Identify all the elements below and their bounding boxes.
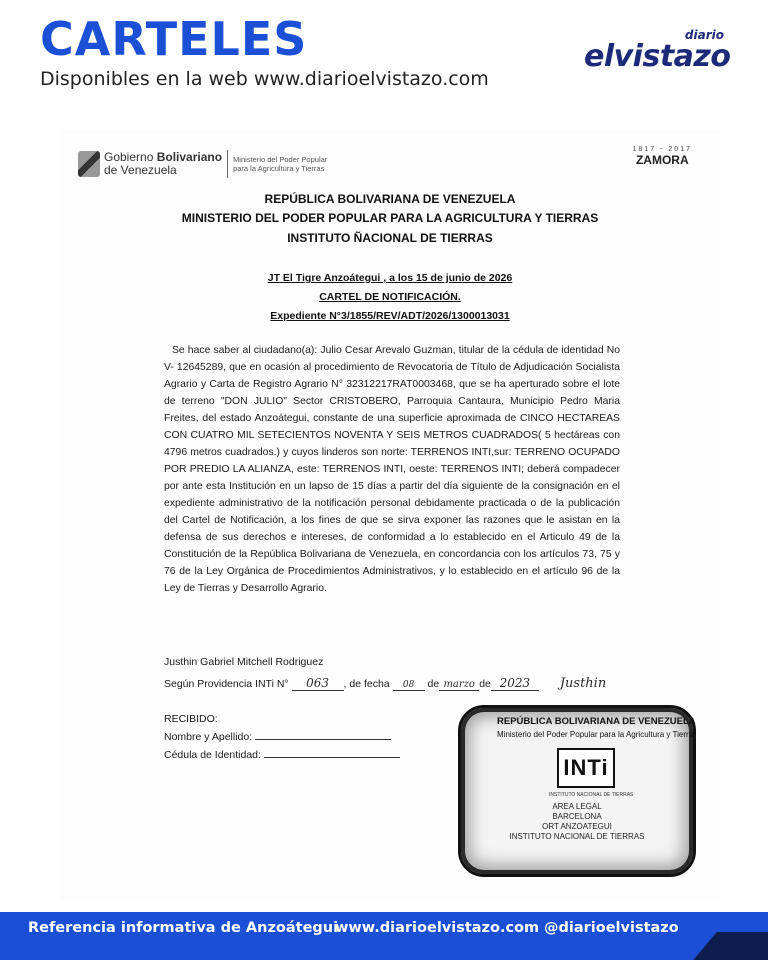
signature: Justhin (559, 676, 607, 691)
de-label: de (427, 678, 440, 690)
recibido-label: RECIBIDO: (164, 713, 218, 725)
inti-logo: INTi (557, 748, 615, 788)
gov-line1: Gobierno (104, 150, 157, 164)
flag-icon (78, 151, 100, 177)
stamp-ort: ORT ANZOATEGUI (542, 822, 612, 831)
stamp-details (461, 802, 693, 842)
footer-reference: Referencia informativa de Anzoátegui (28, 920, 339, 936)
fecha-year: 2023 (491, 676, 539, 691)
nombre-blank (255, 739, 391, 740)
gobierno-logo-text (104, 151, 222, 177)
nombre-line (164, 731, 391, 743)
nombre-label: Nombre y Apellido: (164, 731, 253, 743)
expediente-number: Expediente N°3/1855/REV/ADT/2026/1300013031 (270, 310, 510, 322)
stamp-institute: INSTITUTO NACIONAL DE TIERRAS (509, 832, 645, 841)
signer-name: Justhin Gabriel Mitchell Rodriguez (164, 656, 324, 668)
stamp-area: AREA LEGAL (552, 802, 602, 811)
footer-social-handle[interactable]: @diarioelvistazo (544, 920, 679, 936)
cedula-label: Cédula de Identidad: (164, 749, 261, 761)
zamora-name: ZAMORA (635, 153, 689, 167)
stamp-city: BARCELONA (552, 812, 602, 821)
fecha-month: marzo (439, 679, 479, 691)
logo-small-text: diario (684, 28, 724, 42)
ministry-logo-text (233, 155, 327, 173)
zamora-logo (633, 146, 692, 167)
gobierno-logo (78, 150, 327, 178)
zamora-years: 1817 - 2017 (632, 146, 692, 153)
cedula-blank (264, 757, 400, 758)
heading-ministerio: MINISTERIO DEL PODER POPULAR PARA LA AGRICULTURA Y TIERRAS (181, 211, 599, 225)
de2-label: de (479, 678, 491, 690)
notification-document (60, 130, 720, 900)
stamp-logo-caption: INSTITUTO NACIONAL DE TIERRAS (549, 792, 634, 798)
fecha-label: , de fecha (343, 678, 390, 690)
providencia-label: Según Providencia INTi N° (164, 678, 289, 690)
gov-line1-bold: Bolivariano (156, 150, 223, 164)
stamp-republica: REPÚBLICA BOLIVARIANA DE VENEZUELA (497, 716, 696, 727)
heading-republica: REPÚBLICA BOLIVARIANA DE VENEZUELA (264, 192, 516, 206)
official-stamp (458, 705, 696, 877)
gov-line2: de Venezuela (104, 163, 177, 177)
ministry-small-2: para la Agricultura y Tierras (233, 164, 325, 173)
providencia-number: 063 (292, 676, 344, 691)
stamp-ministerio: Ministerio del Poder Popular para la Agricultura y Tierra (497, 730, 694, 739)
cedula-line (164, 749, 400, 761)
page-subtitle: Disponibles en la web www.diarioelvistazo.com (40, 68, 489, 90)
page-title: CARTELES (40, 12, 308, 66)
elvistazo-logo (584, 28, 731, 74)
heading-instituto: INSTITUTO ÑACIONAL DE TIERRAS (287, 231, 493, 245)
notification-body: Se hace saber al ciudadano(a): Julio Cesar Arevalo Guzman, titular de la cédula de identidad No V- 12645289, que en ocasión al procedimiento de Revocatoria de Título de Adjudicación Socialista Agrario y Carta de Registro Agrario N° 32312217RAT0003468, que se ha aperturado sobre el lote de terreno "DON JULIO" Sector CRISTOBERO, Parroquia Cantaura, Municipio Pedro Maria Freites, del estado Anzoátegui, constante de una superficie aproximada de CINCO HECTAREAS CON CUATRO MIL SETECIENTOS NOVENTA Y SEIS METROS CUADRADOS( 5 hectáreas con 4796 metros cuadrados.) y cuyos linderos son norte: TERRENOS INTI,sur: TERRENO OCUPADO POR PREDIO LA ALIANZA, este: TERRENOS INTI, oeste: TERRENOS INTI; deberá compadecer por ante esta Institución en un lapso de 15 días a partir del día siguiente de la consignación en el expediente administrativo de la notificación personal debidamente practicada o de la publicación del Cartel de Notificación, a los fines de que se sirva exponer las razones que le asistan en la defensa de sus derechos e intereses, de conformidad a lo establecido en el Articulo 49 de la Constitución de la República Bolivariana de Venezuela, en concordancia con los artículos 73, 75 y 76 de la Ley Orgánica de Procedimientos Administrativos, y lo establecido en el artículo 96 de la Ley de Tierras y Desarrollo Agrario. (164, 345, 620, 594)
footer-website-link[interactable]: www.diarioelvistazo.com (335, 920, 540, 936)
place-date: JT El Tigre Anzoátegui , a los 15 de junio de 2026 (267, 272, 513, 284)
cartel-title: CARTEL DE NOTIFICACIÓN. (319, 291, 461, 303)
logo-main-text: elvistazo (584, 39, 731, 74)
ministry-small-1: Ministerio del Poder Popular (233, 155, 328, 164)
fecha-day: 08 (393, 680, 425, 691)
footer-bar (0, 912, 768, 960)
providencia-line (164, 676, 606, 691)
logo-divider (227, 150, 228, 178)
